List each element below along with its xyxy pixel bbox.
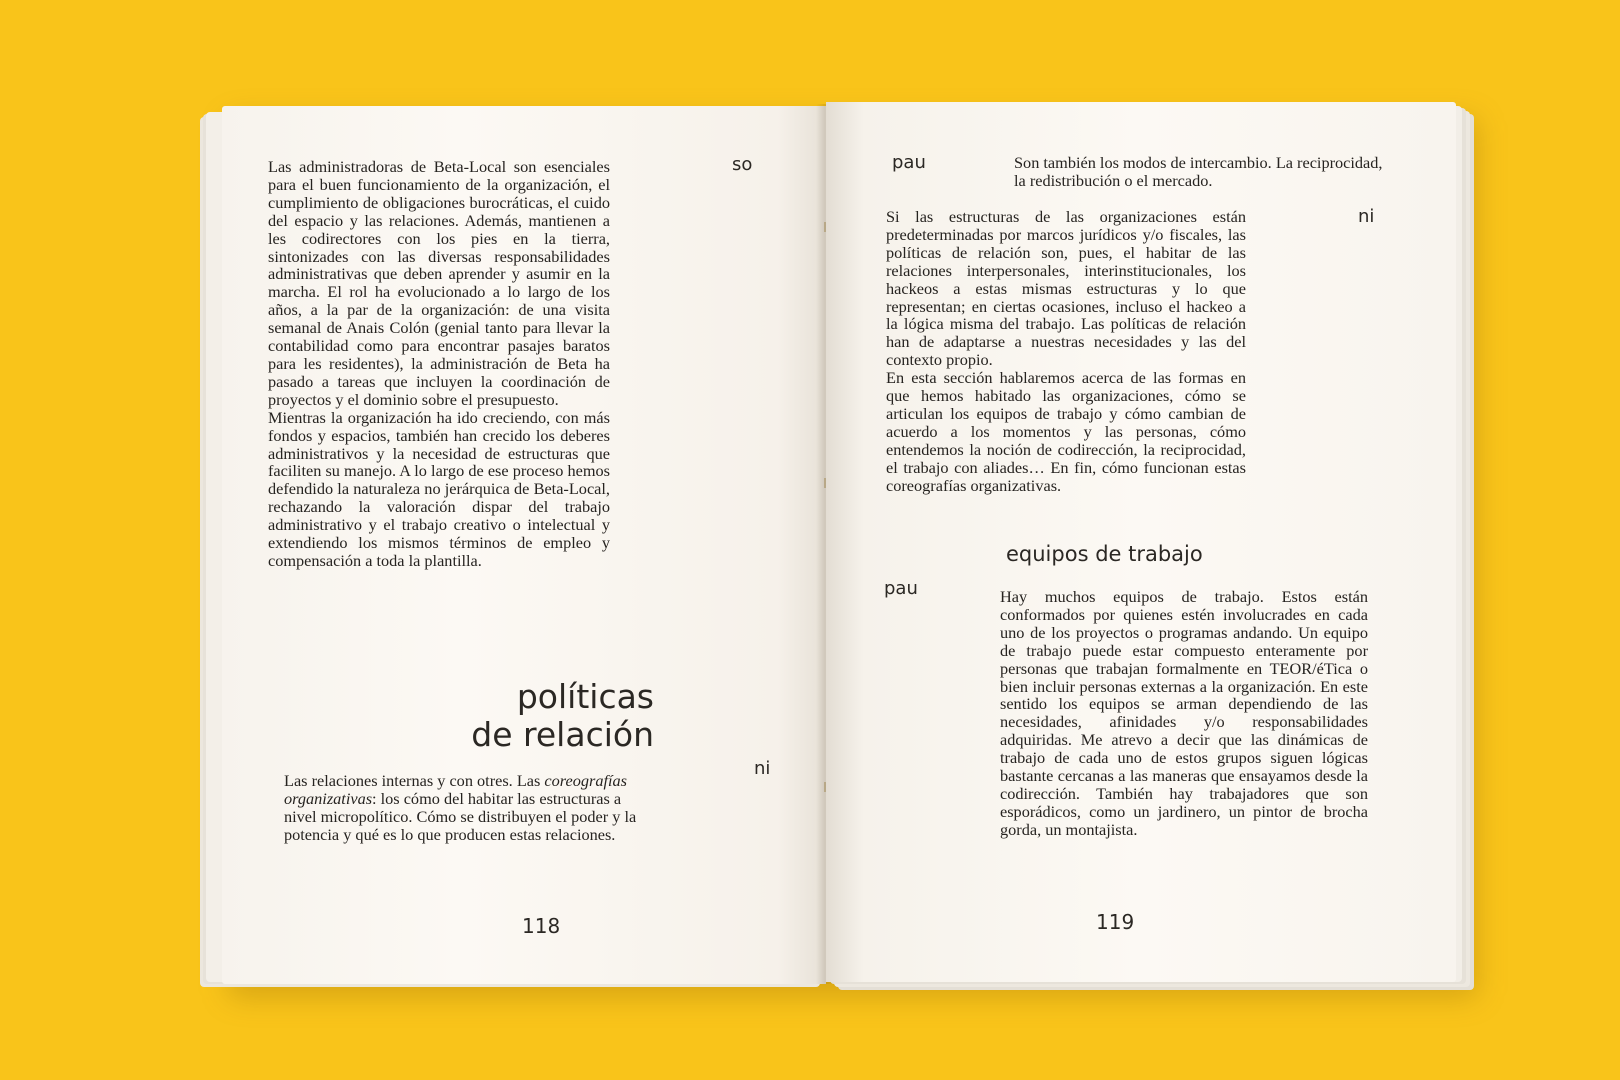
right-body-text xyxy=(886,208,1246,495)
section-title xyxy=(380,678,654,754)
intro-italic-phrase: coreografías organizativas xyxy=(284,771,628,808)
section-title-line-1: políticas xyxy=(516,677,654,716)
right-page-number: 119 xyxy=(1096,910,1135,934)
subsection-title: equipos de trabajo xyxy=(1006,542,1203,566)
left-paragraph-1: Las administradoras de Beta-Local son esenciales para el buen funcionamiento de la organización, el cumplimiento de obligaciones burocráticas, el cuido del espacio y las relaciones. Además, mantienen a les codirectores con los pies en la tierra, sintonizades con las diversas responsabilidades administrativas que deben aprender y asumir en la marcha. El rol ha evolucionado a lo largo de los años, a la par de la organización: de una visita semanal de Anais Colón (genial tanto para llevar la contabilidad como para encontrar pasajes baratos para les residentes), la administración de Beta ha pasado a tareas que incluyen la coordinación de proyectos y el dominio sobre el presupuesto. xyxy=(268,157,610,409)
intro-text-end: : los cómo del habitar las estructuras a nivel micropolítico. Cómo se distribuyen el poder y la potencia y qué es lo que producen estas relaciones. xyxy=(284,788,637,844)
right-margin-word-right: ni xyxy=(1358,206,1375,227)
right-paragraph-3: Hay muchos equipos de trabajo. Estos están conformados por quienes estén involucrades en cada uno de los proyectos o programas andando. Un equipo de trabajo puede estar compuesto enteramente por personas que trabajan formalmente en TEOR/éTica o bien incluir personas externas a la organización. En este sentido los equipos se arman dependiendo de las necesidades, afinidades y/o responsabilidades adquiridas. Me atrevo a decir que las dinámicas de trabajo de cada uno de estos grupos siguen lógicas bastante cercanas a las maneras que ensayamos desde la codirección. También hay trabajadores que son esporádicos, como un jardinero, un pintor de brocha gorda, un montajista. xyxy=(1000,587,1368,839)
left-intro-text xyxy=(284,772,652,844)
right-body-text-2 xyxy=(1000,588,1368,839)
right-top-note: Son también los modos de intercambio. La reciprocidad, la redistribución o el mercado. xyxy=(1014,153,1383,190)
left-body-text xyxy=(268,158,610,570)
section-title-line-2: de relación xyxy=(471,715,654,754)
left-margin-word-top: so xyxy=(732,154,753,175)
intro-paragraph xyxy=(284,772,652,844)
left-paragraph-2: Mientras la organización ha ido creciendo, con más fondos y espacios, también han crecido los deberes administrativos y la necesidad de estructuras que faciliten su manejo. A lo largo de ese proceso hemos defendido la naturaleza no jerárquica de Beta-Local, rechazando la valoración dispar del trabajo administrativo y el trabajo creativo o intelectual y extendiendo los mismos términos de empleo y compensación a toda la plantilla. xyxy=(268,407,610,570)
right-paragraph-2: En esta sección hablaremos acerca de las formas en que hemos habitado las organizaciones, cómo se articulan los equipos de trabajo y cómo cambian de acuerdo a los momentos y las personas, cómo entendemos la noción de codirección, la reciprocidad, el trabajo con aliades… En fin, cómo funcionan estas coreografías organizativas. xyxy=(886,368,1246,495)
right-margin-word-bottom: pau xyxy=(884,578,918,599)
left-margin-word-bottom: ni xyxy=(754,758,771,779)
right-margin-word-top: pau xyxy=(892,152,926,173)
right-paragraph-1: Si las estructuras de las organizaciones están predeterminadas por marcos jurídicos y/o fiscales, las políticas de relación son, pues, el habitar de las relaciones interpersonales, interinstitucionales, los hackeos a estas mismas estructuras y lo que representan; en ciertas ocasiones, incluso el hackeo a la lógica misma del trabajo. Las políticas de relación han de adaptarse a nuestras necesidades y las del contexto propio. xyxy=(886,207,1246,370)
left-page-number: 118 xyxy=(522,914,561,938)
intro-text-start: Las relaciones internas y con otres. Las xyxy=(284,771,545,790)
